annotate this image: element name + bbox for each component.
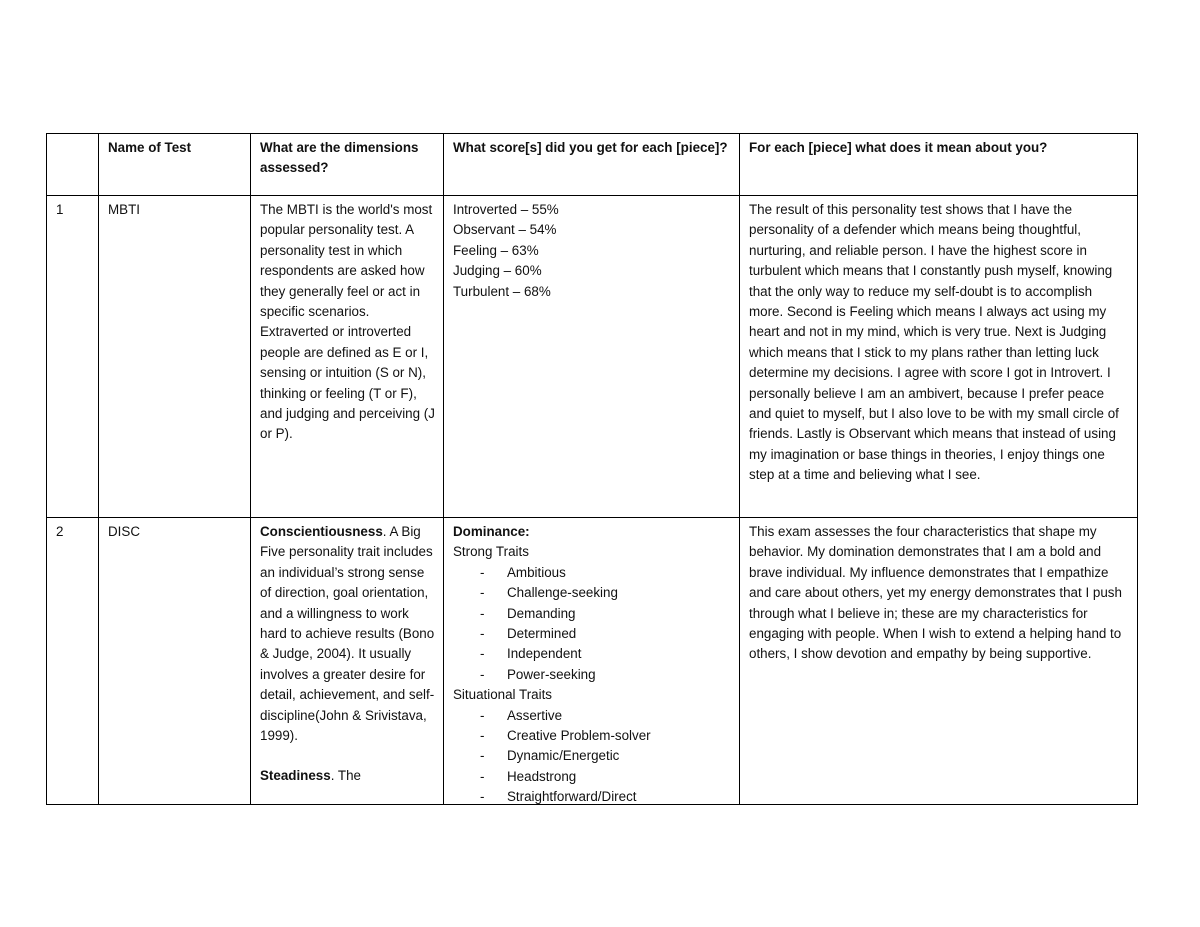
header-dimensions: What are the dimensions assessed?: [251, 134, 444, 196]
test-name: DISC: [99, 518, 251, 805]
list-item: - Creative Problem-solver: [453, 726, 731, 746]
list-item: - Power-seeking: [453, 665, 731, 685]
score-item: Feeling – 63%: [453, 242, 539, 258]
score-item: Introverted – 55%: [453, 202, 559, 217]
header-number: [47, 134, 99, 196]
header-name-of-test: Name of Test: [99, 134, 251, 196]
list-item: - Challenge-seeking: [453, 583, 731, 603]
dimensions-cell: [251, 518, 444, 805]
personality-test-table: [46, 133, 1138, 805]
list-item: - Demanding: [453, 604, 731, 624]
header-scores: What score[s] did you get for each [piece]?: [444, 134, 740, 196]
table-row-disc: [47, 518, 1138, 805]
list-item: - Determined: [453, 624, 731, 644]
score-item: Turbulent – 68%: [453, 283, 551, 299]
header-meaning: For each [piece] what does it mean about you?: [740, 134, 1138, 196]
dimension-heading: Conscientiousness: [260, 524, 383, 539]
strong-traits-label: Strong Traits: [453, 544, 529, 560]
dimension-heading: Steadiness: [260, 768, 331, 784]
situational-traits-label: Situational Traits: [453, 687, 552, 703]
table-row-mbti: [47, 196, 1138, 518]
header-row: [47, 134, 1138, 196]
dimension-text: . A Big Five personality trait includes an individual’s strong sense of direction, goal orientation, and a willingness to work hard to achieve results (Bono & Judge, 2004). It usually involves a greater desire for detail, achievement, and self-discipline(John & Srivistava, 1999).: [260, 524, 435, 744]
row-number: 2: [47, 518, 99, 805]
score-item: Judging – 60%: [453, 263, 542, 279]
test-name: MBTI: [99, 196, 251, 518]
list-item: - Independent: [453, 644, 731, 664]
list-item: - Headstrong: [453, 767, 731, 787]
meaning-text: This exam assesses the four characteristics that shape my behavior. My domination demonstrates that I am a bold and brave individual. My influence demonstrates that I empathize and care about others, yet my energy demonstrates that I push through what I believe in; these are my characteristics for engaging with people. When I wish to extend a helping hand to others, I show devotion and empathy by being supportive.: [740, 518, 1138, 805]
dimensions-text: The MBTI is the world's most popular personality test. A personality test in which respondents are asked how they generally feel or act in specific scenarios. Extraverted or introverted people are defined as E or I, sensing or intuition (S or N), thinking or feeling (T or F), and judging and perceiving (J or P).: [251, 196, 444, 518]
scores-cell: [444, 518, 740, 805]
strong-traits-list: [453, 563, 731, 685]
score-heading: Dominance:: [453, 524, 530, 539]
row-number: 1: [47, 196, 99, 518]
dimension-text: . The: [330, 768, 361, 784]
score-item: Observant – 54%: [453, 222, 557, 238]
scores-cell: [444, 196, 740, 518]
meaning-text: The result of this personality test shows that I have the personality of a defender which means being thoughtful, nurturing, and reliable person. I have the highest score in turbulent which means that I constantly push myself, knowing that the only way to reduce my self-doubt is to accomplish more. Second is Feeling which means I always act using my heart and not in my mind, which is very true. Next is Judging which means that I stick to my plans rather than letting luck determine my decisions. I agree with score I got in Introvert. I personally believe I am an ambivert, because I prefer peace and quiet to myself, but I also love to be with my small circle of friends. Lastly is Observant which means that instead of using my imagination or base things in theories, I enjoy things one step at a time and believing what I see.: [740, 196, 1138, 518]
list-item: - Straightforward/Direct: [453, 787, 731, 804]
situational-traits-list: [453, 706, 731, 804]
list-item: - Ambitious: [453, 563, 731, 583]
list-item: - Assertive: [453, 706, 731, 726]
list-item: - Dynamic/Energetic: [453, 746, 731, 766]
